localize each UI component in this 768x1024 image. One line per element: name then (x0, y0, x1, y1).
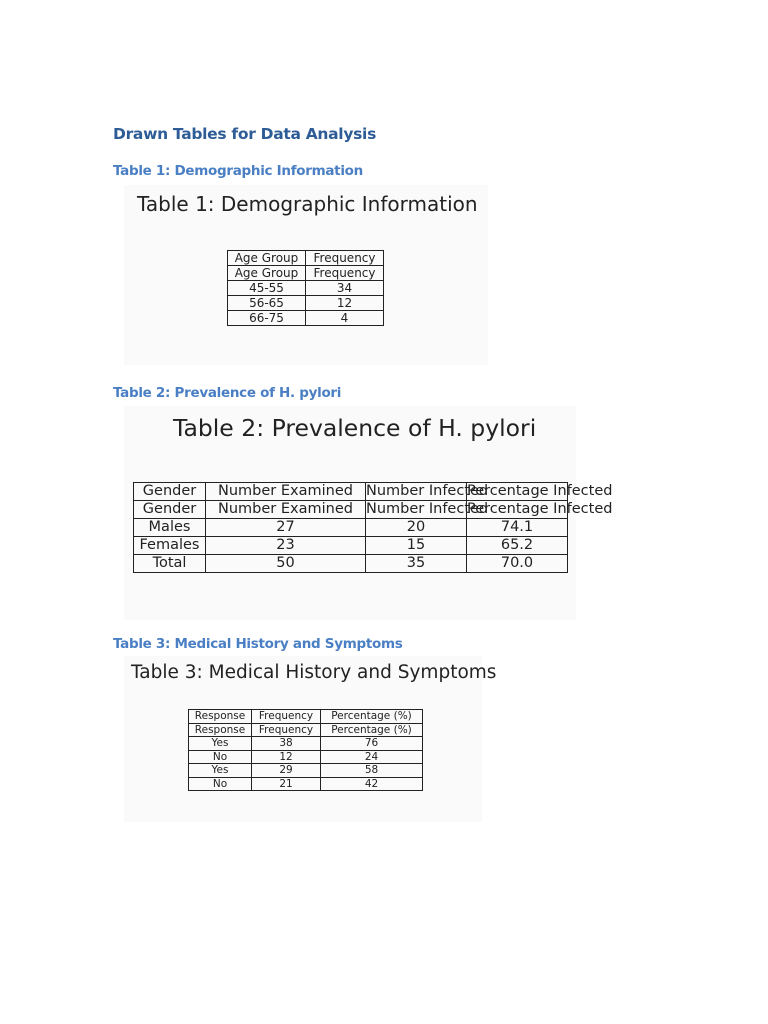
table-row (134, 519, 568, 537)
table-cell: 66-75 (228, 311, 306, 326)
table-cell: 12 (252, 750, 321, 764)
table-header-cell: Number Infected (366, 483, 489, 499)
table-cell: Percentage (%) (321, 723, 423, 737)
table-cell: Gender (134, 501, 206, 519)
table-cell: 34 (306, 281, 384, 296)
table-cell: No (189, 777, 252, 791)
table-row (189, 764, 423, 778)
table-cell: 12 (306, 296, 384, 311)
document-heading: Drawn Tables for Data Analysis (113, 125, 376, 143)
table-cell: Response (189, 723, 252, 737)
table-header-row (134, 483, 568, 501)
table-cell: Number Examined (206, 501, 366, 519)
table-cell: No (189, 750, 252, 764)
table-cell: Yes (189, 764, 252, 778)
table-cell: Total (134, 555, 206, 573)
table-3 (188, 709, 423, 791)
table-row (228, 266, 384, 281)
table-cell: 21 (252, 777, 321, 791)
table-cell: 27 (206, 519, 366, 537)
table-cell: Frequency (252, 723, 321, 737)
table-1-caption: Table 1: Demographic Information (113, 163, 363, 179)
table-header-cell: Response (189, 710, 252, 724)
table-cell: 70.0 (467, 555, 568, 573)
table-cell: Females (134, 537, 206, 555)
table-1 (227, 250, 384, 326)
table-row (134, 501, 568, 519)
table-cell: Percentage Infected (467, 501, 613, 517)
table-cell: Yes (189, 737, 252, 751)
table-header-cell: Age Group (228, 251, 306, 266)
table-cell: 74.1 (467, 519, 568, 537)
table-cell: 65.2 (467, 537, 568, 555)
table-cell: Frequency (306, 266, 384, 281)
table-row (228, 281, 384, 296)
table-cell: 20 (366, 519, 467, 537)
table-header-row (189, 710, 423, 724)
table-header-cell: Number Examined (206, 483, 366, 501)
table-3-caption: Table 3: Medical History and Symptoms (113, 636, 403, 652)
table-header-cell: Gender (134, 483, 206, 501)
table-cell: 29 (252, 764, 321, 778)
table-header-row (228, 251, 384, 266)
table-cell: 50 (206, 555, 366, 573)
table-cell: 42 (321, 777, 423, 791)
table-row (189, 777, 423, 791)
table-cell: 24 (321, 750, 423, 764)
table-row (134, 537, 568, 555)
table-cell: Males (134, 519, 206, 537)
table-row (189, 737, 423, 751)
table-2-caption: Table 2: Prevalence of H. pylori (113, 385, 342, 401)
table-header-cell: Percentage (%) (321, 710, 423, 724)
table-cell: 38 (252, 737, 321, 751)
table-cell: 58 (321, 764, 423, 778)
table-row (189, 723, 423, 737)
table-1-figure-title: Table 1: Demographic Information (137, 192, 478, 216)
table-header-cell: Percentage Infected (467, 483, 613, 499)
table-cell: 76 (321, 737, 423, 751)
table-row (134, 555, 568, 573)
table-cell: 23 (206, 537, 366, 555)
table-cell: Number Infected (366, 501, 489, 517)
table-header-cell: Frequency (306, 251, 384, 266)
table-row (228, 296, 384, 311)
table-cell: 15 (366, 537, 467, 555)
table-cell: Age Group (228, 266, 306, 281)
table-header-cell: Frequency (252, 710, 321, 724)
table-cell: 4 (306, 311, 384, 326)
table-cell: 45-55 (228, 281, 306, 296)
table-3-figure-title: Table 3: Medical History and Symptoms (131, 662, 497, 683)
table-cell: 35 (366, 555, 467, 573)
table-2-figure-title: Table 2: Prevalence of H. pylori (173, 414, 537, 442)
table-row (228, 311, 384, 326)
table-2 (133, 482, 613, 573)
table-row (189, 750, 423, 764)
table-cell: 56-65 (228, 296, 306, 311)
